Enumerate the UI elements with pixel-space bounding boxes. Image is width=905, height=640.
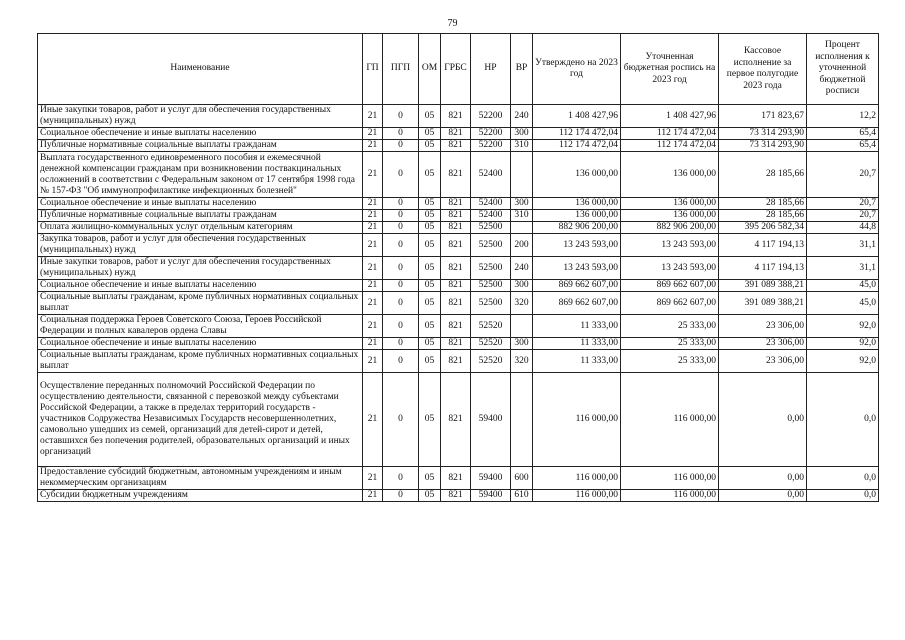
header-pgp: ПГП: [383, 34, 419, 105]
row-np: 52400: [471, 198, 511, 210]
row-om: 05: [419, 105, 441, 128]
row-grbs: 821: [441, 338, 471, 350]
row-pgp: 0: [383, 280, 419, 292]
row-cash: 23 306,00: [719, 350, 807, 373]
row-grbs: 821: [441, 373, 471, 467]
row-np: 52500: [471, 257, 511, 280]
row-cash: 395 206 582,34: [719, 222, 807, 234]
row-percent: 0,0: [807, 490, 879, 502]
row-gp: 21: [363, 292, 383, 315]
row-om: 05: [419, 140, 441, 152]
row-gp: 21: [363, 140, 383, 152]
row-percent: 92,0: [807, 338, 879, 350]
row-om: 05: [419, 467, 441, 490]
row-pgp: 0: [383, 140, 419, 152]
row-approved: 13 243 593,00: [533, 234, 621, 257]
table-row: [38, 140, 879, 152]
row-name: Субсидии бюджетным учреждениям: [38, 490, 363, 502]
row-percent: 45,0: [807, 280, 879, 292]
row-approved: 116 000,00: [533, 467, 621, 490]
row-refined: 116 000,00: [621, 373, 719, 467]
row-om: 05: [419, 128, 441, 140]
row-refined: 882 906 200,00: [621, 222, 719, 234]
row-refined: 1 408 427,96: [621, 105, 719, 128]
row-refined: 25 333,00: [621, 350, 719, 373]
header-vr: ВР: [511, 34, 533, 105]
row-cash: 23 306,00: [719, 315, 807, 338]
row-percent: 65,4: [807, 128, 879, 140]
row-cash: 28 185,66: [719, 198, 807, 210]
row-cash: 23 306,00: [719, 338, 807, 350]
row-grbs: 821: [441, 140, 471, 152]
row-percent: 20,7: [807, 210, 879, 222]
row-om: 05: [419, 490, 441, 502]
table-row: [38, 198, 879, 210]
row-pgp: 0: [383, 257, 419, 280]
row-percent: 0,0: [807, 467, 879, 490]
row-np: 59400: [471, 490, 511, 502]
row-refined: 869 662 607,00: [621, 292, 719, 315]
row-grbs: 821: [441, 128, 471, 140]
row-om: 05: [419, 350, 441, 373]
row-pgp: 0: [383, 338, 419, 350]
row-vr: 320: [511, 292, 533, 315]
header-refined: Уточненная бюджетная роспись на 2023 год: [621, 34, 719, 105]
row-grbs: 821: [441, 222, 471, 234]
row-refined: 116 000,00: [621, 467, 719, 490]
row-cash: 0,00: [719, 467, 807, 490]
row-pgp: 0: [383, 490, 419, 502]
table-row: [38, 467, 879, 490]
row-grbs: 821: [441, 490, 471, 502]
row-name: Иные закупки товаров, работ и услуг для обеспечения государственных (муниципальных) нужд: [38, 105, 363, 128]
row-grbs: 821: [441, 315, 471, 338]
row-om: 05: [419, 198, 441, 210]
row-percent: 12,2: [807, 105, 879, 128]
row-gp: 21: [363, 280, 383, 292]
row-np: 59400: [471, 373, 511, 467]
row-grbs: 821: [441, 467, 471, 490]
table-row: [38, 234, 879, 257]
row-grbs: 821: [441, 152, 471, 198]
row-refined: 136 000,00: [621, 152, 719, 198]
row-percent: 65,4: [807, 140, 879, 152]
row-approved: 112 174 472,04: [533, 128, 621, 140]
row-refined: 869 662 607,00: [621, 280, 719, 292]
row-percent: 44,8: [807, 222, 879, 234]
row-pgp: 0: [383, 315, 419, 338]
row-approved: 136 000,00: [533, 210, 621, 222]
header-approved: Утверждено на 2023 год: [533, 34, 621, 105]
row-np: 52500: [471, 222, 511, 234]
row-gp: 21: [363, 128, 383, 140]
row-pgp: 0: [383, 467, 419, 490]
row-np: 59400: [471, 467, 511, 490]
row-np: 52200: [471, 105, 511, 128]
row-approved: 11 333,00: [533, 338, 621, 350]
row-vr: 200: [511, 234, 533, 257]
row-percent: 45,0: [807, 292, 879, 315]
row-vr: [511, 373, 533, 467]
row-om: 05: [419, 152, 441, 198]
row-np: 52200: [471, 140, 511, 152]
row-grbs: 821: [441, 198, 471, 210]
row-np: 52400: [471, 210, 511, 222]
header-gp: ГП: [363, 34, 383, 105]
row-name: Социальное обеспечение и иные выплаты населению: [38, 338, 363, 350]
row-gp: 21: [363, 198, 383, 210]
row-vr: [511, 222, 533, 234]
row-gp: 21: [363, 210, 383, 222]
row-cash: 0,00: [719, 373, 807, 467]
table-row: [38, 315, 879, 338]
header-grbs: ГРБС: [441, 34, 471, 105]
row-name: Публичные нормативные социальные выплаты гражданам: [38, 210, 363, 222]
row-vr: 300: [511, 128, 533, 140]
row-om: 05: [419, 280, 441, 292]
row-grbs: 821: [441, 350, 471, 373]
row-name: Социальные выплаты гражданам, кроме публичных нормативных социальных выплат: [38, 292, 363, 315]
row-pgp: 0: [383, 105, 419, 128]
row-gp: 21: [363, 234, 383, 257]
row-refined: 136 000,00: [621, 198, 719, 210]
row-cash: 0,00: [719, 490, 807, 502]
row-pgp: 0: [383, 222, 419, 234]
row-percent: 0,0: [807, 373, 879, 467]
row-refined: 112 174 472,04: [621, 128, 719, 140]
row-approved: 136 000,00: [533, 152, 621, 198]
row-np: 52520: [471, 350, 511, 373]
row-cash: 73 314 293,90: [719, 140, 807, 152]
row-refined: 13 243 593,00: [621, 257, 719, 280]
row-cash: 4 117 194,13: [719, 234, 807, 257]
row-approved: 116 000,00: [533, 490, 621, 502]
row-vr: [511, 315, 533, 338]
row-name: Публичные нормативные социальные выплаты гражданам: [38, 140, 363, 152]
row-vr: 310: [511, 140, 533, 152]
row-name: Социальная поддержка Героев Советского Союза, Героев Российской Федерации и полных кавалеров ордена Славы: [38, 315, 363, 338]
row-name: Выплата государственного единовременного пособия и ежемесячной денежной компенсации гражданам при возникновении поствакцинальных осложнений в соответствии с Федеральным законом от 17 сентября 1998 года № 157-ФЗ "Об иммунопрофилактике инфекционных болезней": [38, 152, 363, 198]
row-vr: 240: [511, 257, 533, 280]
row-om: 05: [419, 234, 441, 257]
header-np: НР: [471, 34, 511, 105]
header-om: ОМ: [419, 34, 441, 105]
row-percent: 92,0: [807, 315, 879, 338]
table-row: [38, 152, 879, 198]
row-approved: 1 408 427,96: [533, 105, 621, 128]
row-grbs: 821: [441, 257, 471, 280]
row-gp: 21: [363, 350, 383, 373]
row-gp: 21: [363, 490, 383, 502]
row-approved: 869 662 607,00: [533, 280, 621, 292]
row-pgp: 0: [383, 234, 419, 257]
row-gp: 21: [363, 467, 383, 490]
row-grbs: 821: [441, 292, 471, 315]
row-refined: 13 243 593,00: [621, 234, 719, 257]
row-cash: 73 314 293,90: [719, 128, 807, 140]
header-percent: Процент исполнения к уточненной бюджетной росписи: [807, 34, 879, 105]
table-row: [38, 222, 879, 234]
row-percent: 31,1: [807, 234, 879, 257]
row-om: 05: [419, 210, 441, 222]
row-gp: 21: [363, 152, 383, 198]
row-grbs: 821: [441, 105, 471, 128]
budget-execution-table: [37, 33, 879, 502]
row-gp: 21: [363, 338, 383, 350]
row-np: 52400: [471, 152, 511, 198]
table-row: [38, 128, 879, 140]
row-approved: 882 906 200,00: [533, 222, 621, 234]
row-vr: 310: [511, 210, 533, 222]
row-pgp: 0: [383, 292, 419, 315]
row-om: 05: [419, 373, 441, 467]
row-name: Иные закупки товаров, работ и услуг для обеспечения государственных (муниципальных) нужд: [38, 257, 363, 280]
row-name: Осуществление переданных полномочий Российской Федерации по осуществлению деятельности, связанной с перевозкой между субъектами Российской Федерации, а также в пределах территорий государств - участников Содружества Независимых Государств несовершеннолетних, самовольно ушедших из семей, организаций для детей-сирот и детей, оставшихся без попечения родителей, образовательных организаций и иных организаций: [38, 373, 363, 467]
row-np: 52500: [471, 280, 511, 292]
row-name: Социальное обеспечение и иные выплаты населению: [38, 128, 363, 140]
row-gp: 21: [363, 105, 383, 128]
table-row: [38, 280, 879, 292]
row-vr: 300: [511, 338, 533, 350]
row-refined: 25 333,00: [621, 338, 719, 350]
row-approved: 869 662 607,00: [533, 292, 621, 315]
row-pgp: 0: [383, 198, 419, 210]
row-om: 05: [419, 257, 441, 280]
row-om: 05: [419, 315, 441, 338]
row-cash: 4 117 194,13: [719, 257, 807, 280]
row-percent: 20,7: [807, 198, 879, 210]
row-cash: 391 089 388,21: [719, 292, 807, 315]
row-vr: 300: [511, 198, 533, 210]
row-refined: 25 333,00: [621, 315, 719, 338]
table-row: [38, 338, 879, 350]
row-vr: 600: [511, 467, 533, 490]
row-np: 52500: [471, 234, 511, 257]
page-number: 79: [447, 18, 458, 29]
row-om: 05: [419, 222, 441, 234]
row-vr: [511, 152, 533, 198]
row-pgp: 0: [383, 152, 419, 198]
table-header-row: [38, 34, 879, 105]
row-vr: 240: [511, 105, 533, 128]
row-approved: 112 174 472,04: [533, 140, 621, 152]
row-gp: 21: [363, 373, 383, 467]
row-om: 05: [419, 338, 441, 350]
row-approved: 13 243 593,00: [533, 257, 621, 280]
row-np: 52520: [471, 315, 511, 338]
row-gp: 21: [363, 257, 383, 280]
row-cash: 391 089 388,21: [719, 280, 807, 292]
row-percent: 31,1: [807, 257, 879, 280]
row-approved: 11 333,00: [533, 315, 621, 338]
row-approved: 136 000,00: [533, 198, 621, 210]
header-name: Наименование: [38, 34, 363, 105]
row-cash: 171 823,67: [719, 105, 807, 128]
row-percent: 20,7: [807, 152, 879, 198]
row-percent: 92,0: [807, 350, 879, 373]
row-vr: 320: [511, 350, 533, 373]
row-pgp: 0: [383, 210, 419, 222]
row-name: Закупка товаров, работ и услуг для обеспечения государственных (муниципальных) нужд: [38, 234, 363, 257]
header-cash: Кассовое исполнение за первое полугодие 2023 года: [719, 34, 807, 105]
row-name: Социальное обеспечение и иные выплаты населению: [38, 280, 363, 292]
row-grbs: 821: [441, 210, 471, 222]
row-cash: 28 185,66: [719, 210, 807, 222]
row-gp: 21: [363, 315, 383, 338]
row-refined: 112 174 472,04: [621, 140, 719, 152]
row-gp: 21: [363, 222, 383, 234]
row-approved: 116 000,00: [533, 373, 621, 467]
row-cash: 28 185,66: [719, 152, 807, 198]
row-pgp: 0: [383, 350, 419, 373]
row-name: Социальные выплаты гражданам, кроме публичных нормативных социальных выплат: [38, 350, 363, 373]
row-approved: 11 333,00: [533, 350, 621, 373]
table-row: [38, 210, 879, 222]
table-row: [38, 257, 879, 280]
row-name: Предоставление субсидий бюджетным, автономным учреждениям и иным некоммерческим организациям: [38, 467, 363, 490]
row-vr: 610: [511, 490, 533, 502]
table-row: [38, 350, 879, 373]
row-np: 52200: [471, 128, 511, 140]
row-name: Социальное обеспечение и иные выплаты населению: [38, 198, 363, 210]
row-grbs: 821: [441, 234, 471, 257]
row-np: 52520: [471, 338, 511, 350]
row-refined: 116 000,00: [621, 490, 719, 502]
row-refined: 136 000,00: [621, 210, 719, 222]
row-name: Оплата жилищно-коммунальных услуг отдельным категориям: [38, 222, 363, 234]
row-pgp: 0: [383, 373, 419, 467]
table-row: [38, 105, 879, 128]
table-row: [38, 292, 879, 315]
row-grbs: 821: [441, 280, 471, 292]
row-vr: 300: [511, 280, 533, 292]
table-row: [38, 373, 879, 467]
row-om: 05: [419, 292, 441, 315]
row-np: 52500: [471, 292, 511, 315]
row-pgp: 0: [383, 128, 419, 140]
table-row: [38, 490, 879, 502]
